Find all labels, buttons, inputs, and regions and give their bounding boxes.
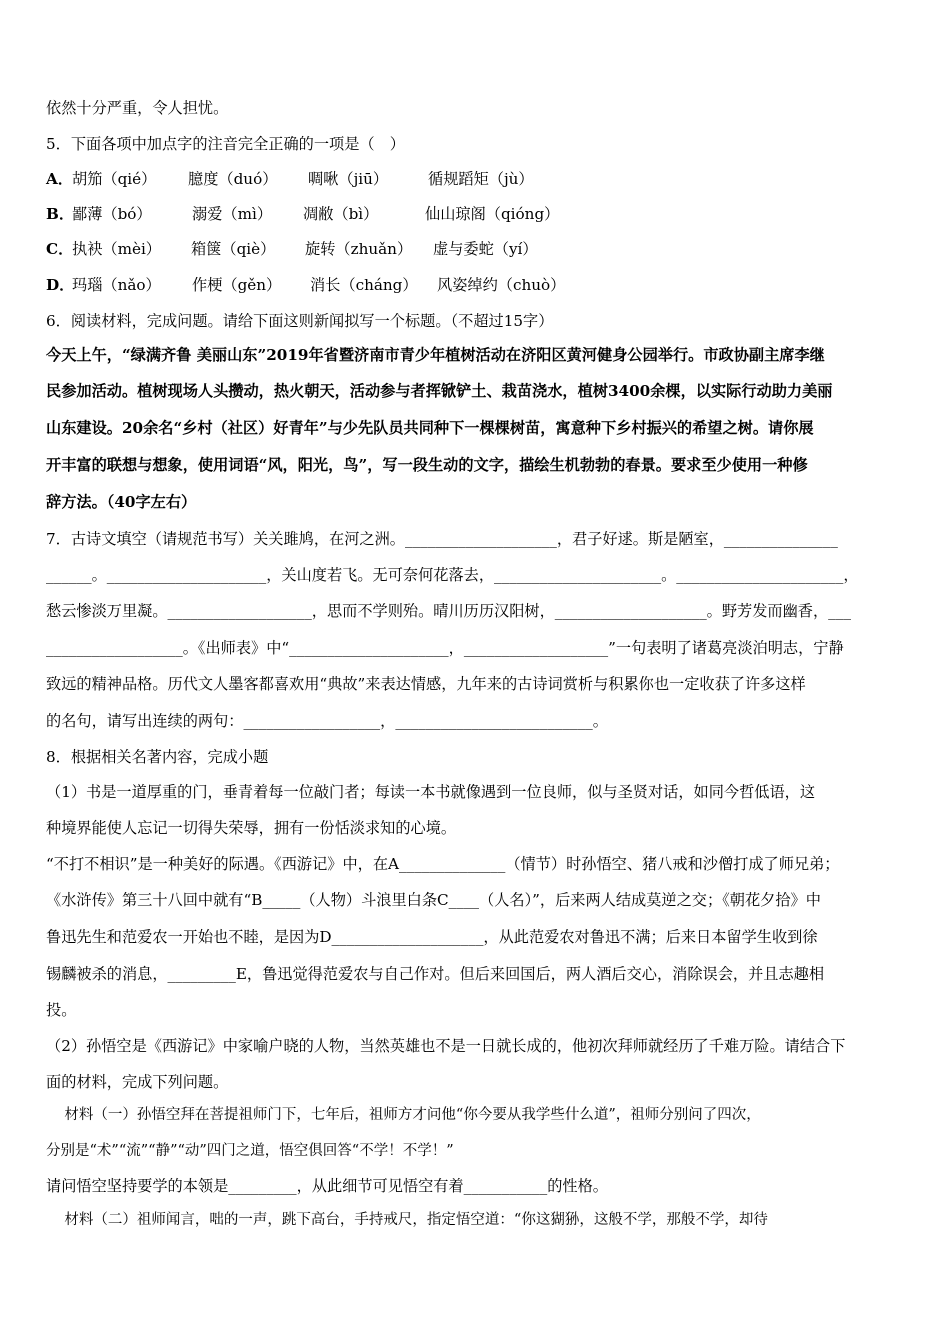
- q7-line: 致远的精神品格。历代文人墨客都喜欢用“典故”来表达情感，九年来的古诗词赏析与积累你也一定收获了许多这样: [46, 675, 806, 693]
- q5-option-b-item-4: 仙山琼阁（qióng）: [425, 205, 560, 223]
- q5-option-a-item-3: 啁啾（jiū）: [308, 170, 389, 188]
- q6-text-line: 山东建设。20余名“乡村（社区）好青年”与少先队员共同种下一棵棵树苗，寓意种下乡村振兴的希望之树。请你展: [46, 419, 814, 437]
- q7-line: 愁云惨淡万里凝。___________________，思而不学则殆。晴川历历汉阳树，____________________。野芳发而幽香，___: [46, 602, 851, 620]
- q8-part1-line: “不打不相识”是一种美好的际遇。《西游记》中，在A______________（情节）时孙悟空、猪八戒和沙僧打成了师兄弟；: [46, 855, 840, 873]
- q5-option-a-label: A．: [46, 170, 73, 188]
- q5-option-a-item-4: 循规蹈矩（jù）: [428, 170, 534, 188]
- q7-line: __________________。《出师表》中“_____________________，___________________”一句表明了诸葛亮淡泊明志，宁静: [46, 639, 844, 657]
- q8-question-line: 请问悟空坚持要学的本领是_________，从此细节可见悟空有着___________的性格。: [46, 1177, 608, 1195]
- q5-option-c-item-2: 箱箧（qiè）: [191, 240, 276, 258]
- q5-option-c-item-4: 虚与委蛇（yí）: [433, 240, 538, 258]
- q8-part2-line: 面的材料，完成下列问题。: [46, 1073, 229, 1091]
- q5-option-a-item-1: 胡笳（qié）: [72, 170, 157, 188]
- q5-option-c-item-1: 执袂（mèi）: [72, 240, 161, 258]
- q5-stem: 5．下面各项中加点字的注音完全正确的一项是（ ）: [46, 135, 405, 153]
- q5-option-d-label: D．: [46, 276, 75, 294]
- q5-option-b-item-1: 鄙薄（bó）: [72, 205, 152, 223]
- q5-option-d-item-4: 风姿绰约（chuò）: [437, 276, 566, 294]
- q7-line: 7．古诗文填空（请规范书写）关关雎鸠，在河之洲。____________________，君子好逑。斯是陋室，_______________: [46, 530, 838, 548]
- q8-part2-line: （2）孙悟空是《西游记》中家喻户晓的人物，当然英雄也不是一日就长成的，他初次拜师就经历了千难万险。请结合下: [46, 1037, 846, 1055]
- q8-part1-line: 锡麟被杀的消息，_________E，鲁迅觉得范爱农与自己作对。但后来回国后，两人酒后交心，消除误会，并且志趣相: [46, 965, 825, 983]
- q5-option-d-item-1: 玛瑙（nǎo）: [72, 276, 161, 294]
- q6-text-line: 今天上午，“绿满齐鲁 美丽山东”2019年省暨济南市青少年植树活动在济阳区黄河健身公园举行。市政协副主席李继: [46, 346, 825, 364]
- q5-option-b-label: B．: [46, 205, 75, 223]
- q5-option-b-item-2: 溺爱（mì）: [192, 205, 273, 223]
- q8-stem: 8．根据相关名著内容，完成小题: [46, 748, 269, 766]
- q5-option-a-item-2: 臆度（duó）: [188, 170, 278, 188]
- q5-option-c-label: C．: [46, 240, 74, 258]
- q8-part1-line: 《水浒传》第三十八回中就有“B_____（人物）斗浪里白条C____（人名）”，后来两人结成莫逆之交；《朝花夕拾》中: [46, 891, 821, 909]
- q5-option-c-item-3: 旋转（zhuǎn）: [305, 240, 413, 258]
- q6-text-line: 民参加活动。植树现场人头攒动，热火朝天，活动参与者挥锨铲土、栽苗浇水，植树3400余棵，以实际行动助力美丽: [46, 382, 833, 400]
- q6-text-line: 辞方法。（40字左右）: [46, 493, 197, 511]
- q5-option-d-item-3: 消长（cháng）: [310, 276, 418, 294]
- q8-part1-line: 鲁迅先生和范爱农一开始也不睦，是因为D____________________，从此范爱农对鲁迅不满；后来日本留学生收到徐: [46, 928, 818, 946]
- q5-option-b-item-3: 凋敝（bì）: [303, 205, 379, 223]
- q8-part1-line: （1）书是一道厚重的门，垂青着每一位敲门者；每读一本书就像遇到一位良师，似与圣贤对话，如同今哲低语，这: [46, 783, 816, 801]
- q8-material1-line: 分别是“术”“流”“静”“动”四门之道，悟空俱回答“不学！不学！”: [46, 1143, 454, 1159]
- q6-text-line: 开丰富的联想与想象，使用词语“风，阳光，鸟”，写一段生动的文字，描绘生机勃勃的春景。要求至少使用一种修: [46, 456, 808, 474]
- q7-line: ______。_____________________，关山度若飞。无可奈何花落去，______________________。______________________，: [46, 566, 859, 584]
- q8-material2-line: 材料（二）祖师闻言，咄的一声，跳下高台，手持戒尺，指定悟空道：“你这猢狲，这般不学，那般不学，却待: [46, 1212, 768, 1228]
- q5-option-d-item-2: 作梗（gěn）: [192, 276, 282, 294]
- q8-material1-line: 材料（一）孙悟空拜在菩提祖师门下，七年后，祖师方才问他“你今要从我学些什么道”，祖师分别问了四次，: [46, 1107, 761, 1123]
- q6-stem: 6．阅读材料，完成问题。请给下面这则新闻拟写一个标题。（不超过15字）: [46, 312, 554, 330]
- q8-part1-line: 种境界能使人忘记一切得失荣辱，拥有一份恬淡求知的心境。: [46, 819, 457, 837]
- intro-line: 依然十分严重，令人担忧。: [46, 99, 229, 117]
- q7-line: 的名句，请写出连续的两句：__________________，__________________________。: [46, 712, 608, 730]
- q8-part1-line: 投。: [46, 1001, 77, 1019]
